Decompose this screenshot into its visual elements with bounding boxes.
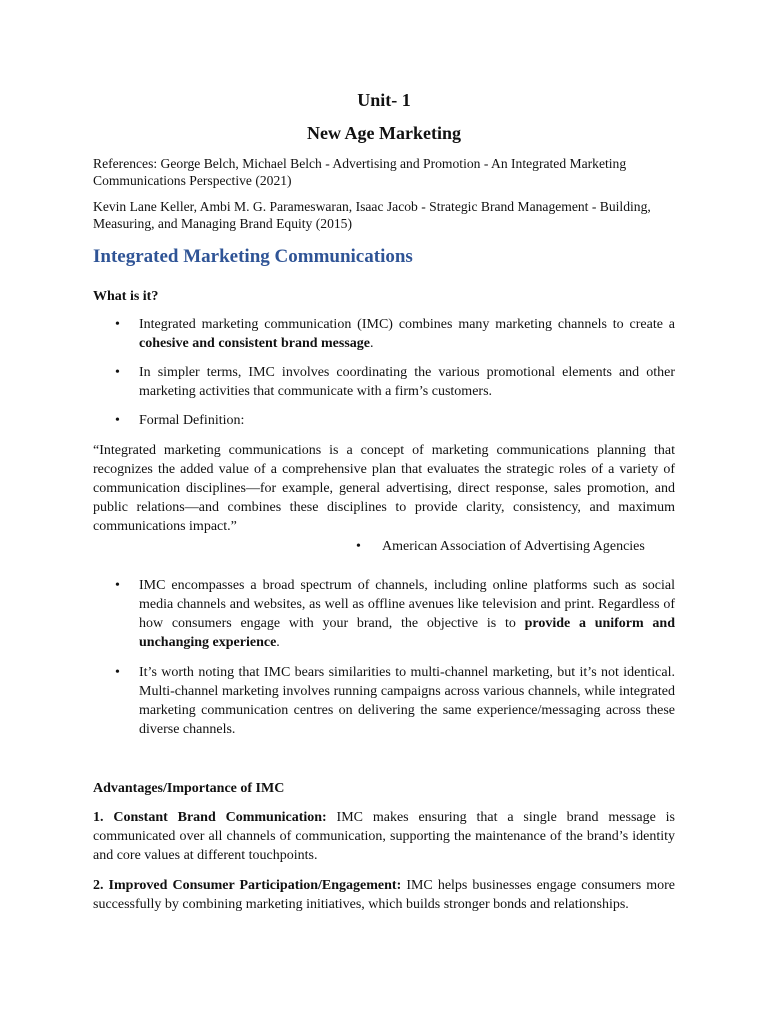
bullet-text: It’s worth noting that IMC bears similarities to multi-channel marketing, but it’s not identical. Multi-channel marketing involves running campaigns across various channels, while integrated marketing communication centres on delivering the same experience/messaging across these diverse channels.	[139, 665, 675, 737]
bullet-icon: •	[115, 578, 120, 593]
page-title: New Age Marketing	[307, 123, 461, 143]
bullet-text: IMC encompasses a broad spectrum of channels, including online platforms such as social media channels and websites, as well as offline avenues like television and print. Regardless of how consumers engage with your brand, the objective is to provide a uniform and unchanging experience.	[139, 578, 675, 650]
bullet-icon: •	[356, 539, 361, 554]
attribution-text: American Association of Advertising Agencies	[382, 539, 645, 554]
bullet-icon: •	[115, 317, 120, 332]
advantages-heading: Advantages/Importance of IMC	[93, 781, 285, 796]
bullet-text: Integrated marketing communication (IMC) combines many marketing channels to create a cohesive and consistent brand message.	[139, 317, 675, 351]
unit-label: Unit- 1	[357, 90, 411, 110]
list-item	[93, 576, 675, 652]
formal-definition-quote: “Integrated marketing communications is a concept of marketing communications planning that recognizes the added value of a comprehensive plan that evaluates the strategic roles of a variety of communication disciplines—for example, general advertising, direct response, sales promotion, and public relations—and combines these disciplines to provide clarity, consistency, and maximum communications impact.”	[93, 443, 675, 534]
reference-2: Kevin Lane Keller, Ambi M. G. Parameswaran, Isaac Jacob - Strategic Brand Management - Building, Measuring, and Managing Brand Equity (2015)	[93, 199, 651, 231]
list-item	[93, 315, 675, 353]
bullet-icon: •	[115, 665, 120, 680]
bullet-icon: •	[115, 365, 120, 380]
list-item	[93, 663, 675, 739]
section-heading: Integrated Marketing Communications	[93, 246, 413, 267]
quote-attribution	[356, 537, 645, 556]
bullet-text: Formal Definition:	[139, 413, 245, 428]
reference-1: References: George Belch, Michael Belch - Advertising and Promotion - An Integrated Marketing Communications Perspective (2021)	[93, 156, 627, 188]
advantage-paragraph-1: 1. Constant Brand Communication: IMC makes ensuring that a single brand message is communicated over all channels of communication, supporting the maintenance of the brand’s identity and core values at different touchpoints.	[93, 810, 675, 863]
subheading-what-is-it: What is it?	[93, 289, 159, 304]
advantage-paragraph-2: 2. Improved Consumer Participation/Engagement: IMC helps businesses engage consumers more successfully by combining marketing initiatives, which builds stronger bonds and relationships.	[93, 878, 675, 912]
list-item	[93, 363, 675, 401]
bullet-icon: •	[115, 413, 120, 428]
list-item	[93, 411, 675, 430]
bullet-text: In simpler terms, IMC involves coordinating the various promotional elements and other marketing activities that communicate with a firm’s customers.	[139, 365, 675, 399]
